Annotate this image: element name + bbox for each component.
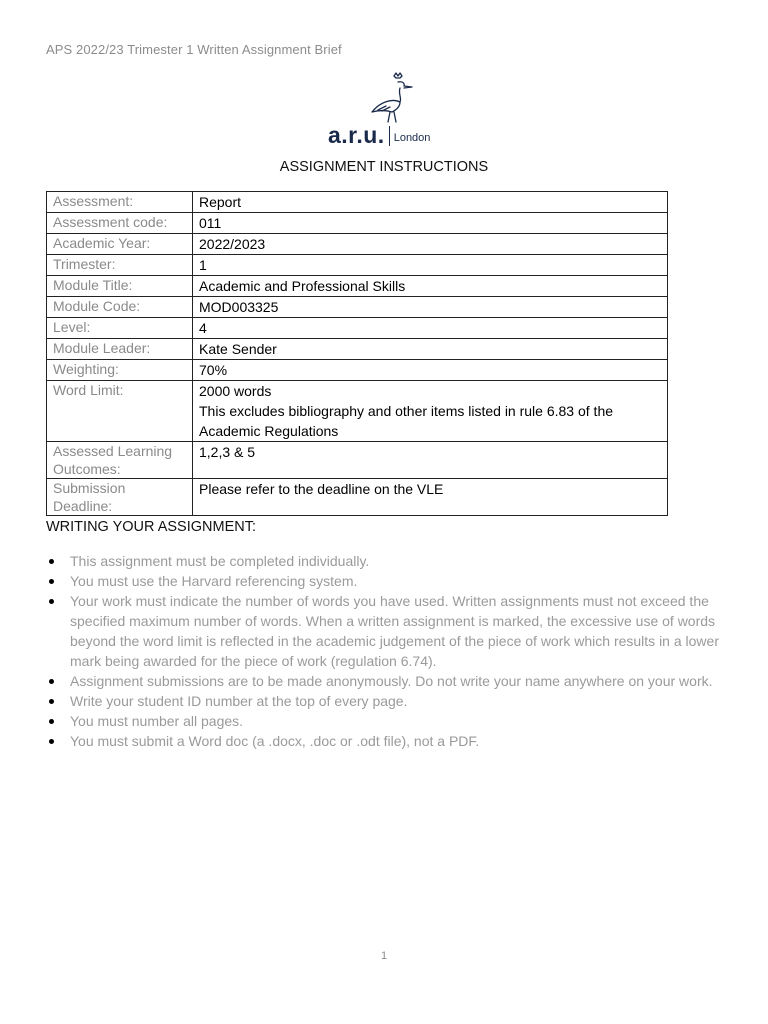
row-value: Academic and Professional Skills	[193, 276, 668, 297]
list-item: This assignment must be completed individually.	[46, 551, 726, 571]
table-row	[47, 360, 668, 381]
row-value: 4	[193, 318, 668, 339]
table-row	[47, 442, 668, 479]
aru-logo	[328, 72, 448, 152]
row-label: Module Code:	[47, 297, 193, 318]
logo-city: London	[393, 132, 431, 144]
row-value: 1	[193, 255, 668, 276]
row-value: MOD003325	[193, 297, 668, 318]
row-label: Word Limit:	[47, 381, 193, 442]
word-limit-note: This excludes bibliography and other items listed in rule 6.83 of the Academic Regulations	[199, 403, 614, 439]
table-row	[47, 339, 668, 360]
row-label: Assessed Learning Outcomes:	[47, 442, 193, 479]
row-label: Assessment code:	[47, 213, 193, 234]
row-label: Module Leader:	[47, 339, 193, 360]
page-number: 1	[380, 950, 388, 962]
row-value: 011	[193, 213, 668, 234]
table-row	[47, 381, 668, 442]
row-label: Academic Year:	[47, 234, 193, 255]
table-row	[47, 192, 668, 213]
row-value: 2022/2023	[193, 234, 668, 255]
section-heading: WRITING YOUR ASSIGNMENT:	[46, 519, 257, 535]
list-item: Assignment submissions are to be made anonymously. Do not write your name anywhere on your work.	[46, 671, 726, 691]
row-label: Level:	[47, 318, 193, 339]
word-limit-value: 2000 words	[199, 383, 272, 399]
row-value: Report	[193, 192, 668, 213]
row-label: Trimester:	[47, 255, 193, 276]
table-row	[47, 276, 668, 297]
row-label: Module Title:	[47, 276, 193, 297]
heron-icon	[328, 72, 448, 124]
logo-wordmark-text: a.r.u.	[328, 122, 385, 148]
list-item: You must use the Harvard referencing system.	[46, 571, 726, 591]
row-value: Please refer to the deadline on the VLE	[193, 479, 668, 516]
list-item: You must submit a Word doc (a .docx, .doc or .odt file), not a PDF.	[46, 731, 726, 751]
table-row	[47, 479, 668, 516]
list-item: Your work must indicate the number of words you have used. Written assignments must not exceed the specified maximum number of words. When a written assignment is marked, the excessive use of words beyond the word limit is reflected in the academic judgement of the piece of work which results in a lower mark being awarded for the piece of work (regulation 6.74).	[46, 591, 726, 671]
rules-list	[46, 551, 726, 751]
row-value: 1,2,3 & 5	[193, 442, 668, 479]
header-note: APS 2022/23 Trimester 1 Written Assignment Brief	[46, 42, 342, 57]
row-label: Submission Deadline:	[47, 479, 193, 516]
list-item: You must number all pages.	[46, 711, 726, 731]
table-row	[47, 255, 668, 276]
row-value: 70%	[193, 360, 668, 381]
row-label: Weighting:	[47, 360, 193, 381]
assignment-details-table	[46, 191, 668, 516]
page-title: ASSIGNMENT INSTRUCTIONS	[279, 159, 489, 175]
table-row	[47, 297, 668, 318]
logo-wordmark	[328, 122, 430, 149]
table-row	[47, 318, 668, 339]
row-value	[193, 381, 668, 442]
table-row	[47, 234, 668, 255]
row-value: Kate Sender	[193, 339, 668, 360]
list-item: Write your student ID number at the top of every page.	[46, 691, 726, 711]
table-row	[47, 213, 668, 234]
row-label: Assessment:	[47, 192, 193, 213]
